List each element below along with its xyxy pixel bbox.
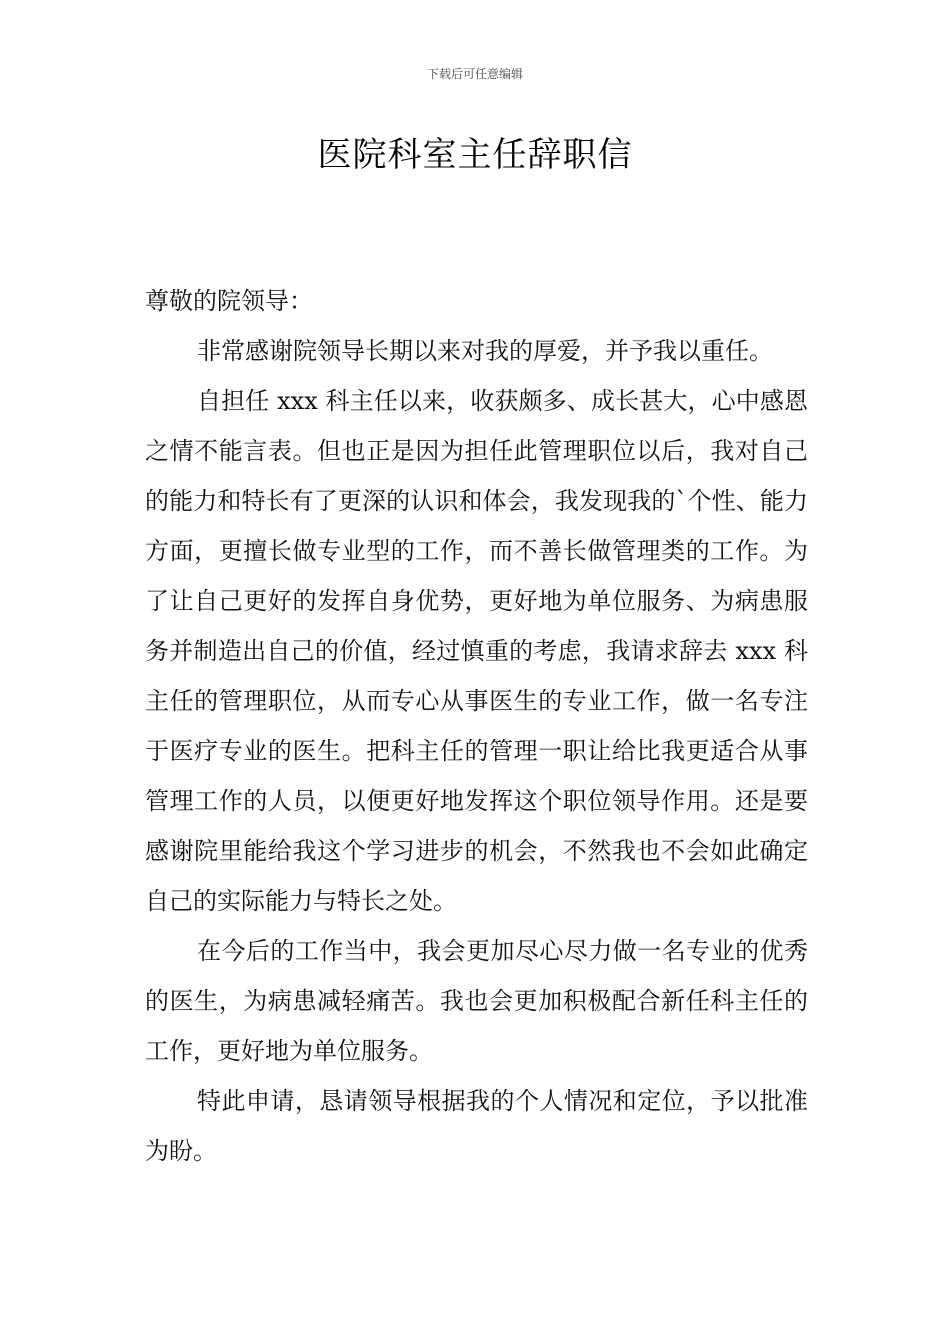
paragraph-future: 在今后的工作当中，我会更加尽心尽力做一名专业的优秀的医生，为病患减轻痛苦。我也会更加积极配合新任科主任的工作，更好地为单位服务。 <box>145 937 808 1065</box>
paragraph-reason: 自担任 xxx 科主任以来，收获颇多、成长甚大，心中感恩之情不能言表。但也正是因为担任此管理职位以后，我对自己的能力和特长有了更深的认识和体会，我发现我的`个性、能力方面，更擅长做专业型的工作，而不善长做管理类的工作。为了让自己更好的发挥自身优势，更好地为单位服务、为病患服务并制造出自己的价值，经过慎重的考虑，我请求辞去 xxx 科主任的管理职位，从而专心从事医生的专业工作，做一名专注于医疗专业的医生。把科主任的管理一职让给比我更适合从事管理工作的人员，以便更好地发挥这个职位领导作用。还是要感谢院里能给我这个学习进步的机会，不然我也不会如此确定自己的实际能力与特长之处。 <box>145 387 808 915</box>
document-title: 医院科室主任辞职信 <box>317 135 633 175</box>
letter-body <box>145 276 808 1176</box>
paragraph-thanks: 非常感谢院领导长期以来对我的厚爱，并予我以重任。 <box>197 337 773 365</box>
paragraph-request: 特此申请，恳请领导根据我的个人情况和定位，予以批准为盼。 <box>145 1087 808 1165</box>
salutation: 尊敬的院领导： <box>145 287 313 315</box>
header-note: 下载后可任意编辑 <box>426 67 523 81</box>
